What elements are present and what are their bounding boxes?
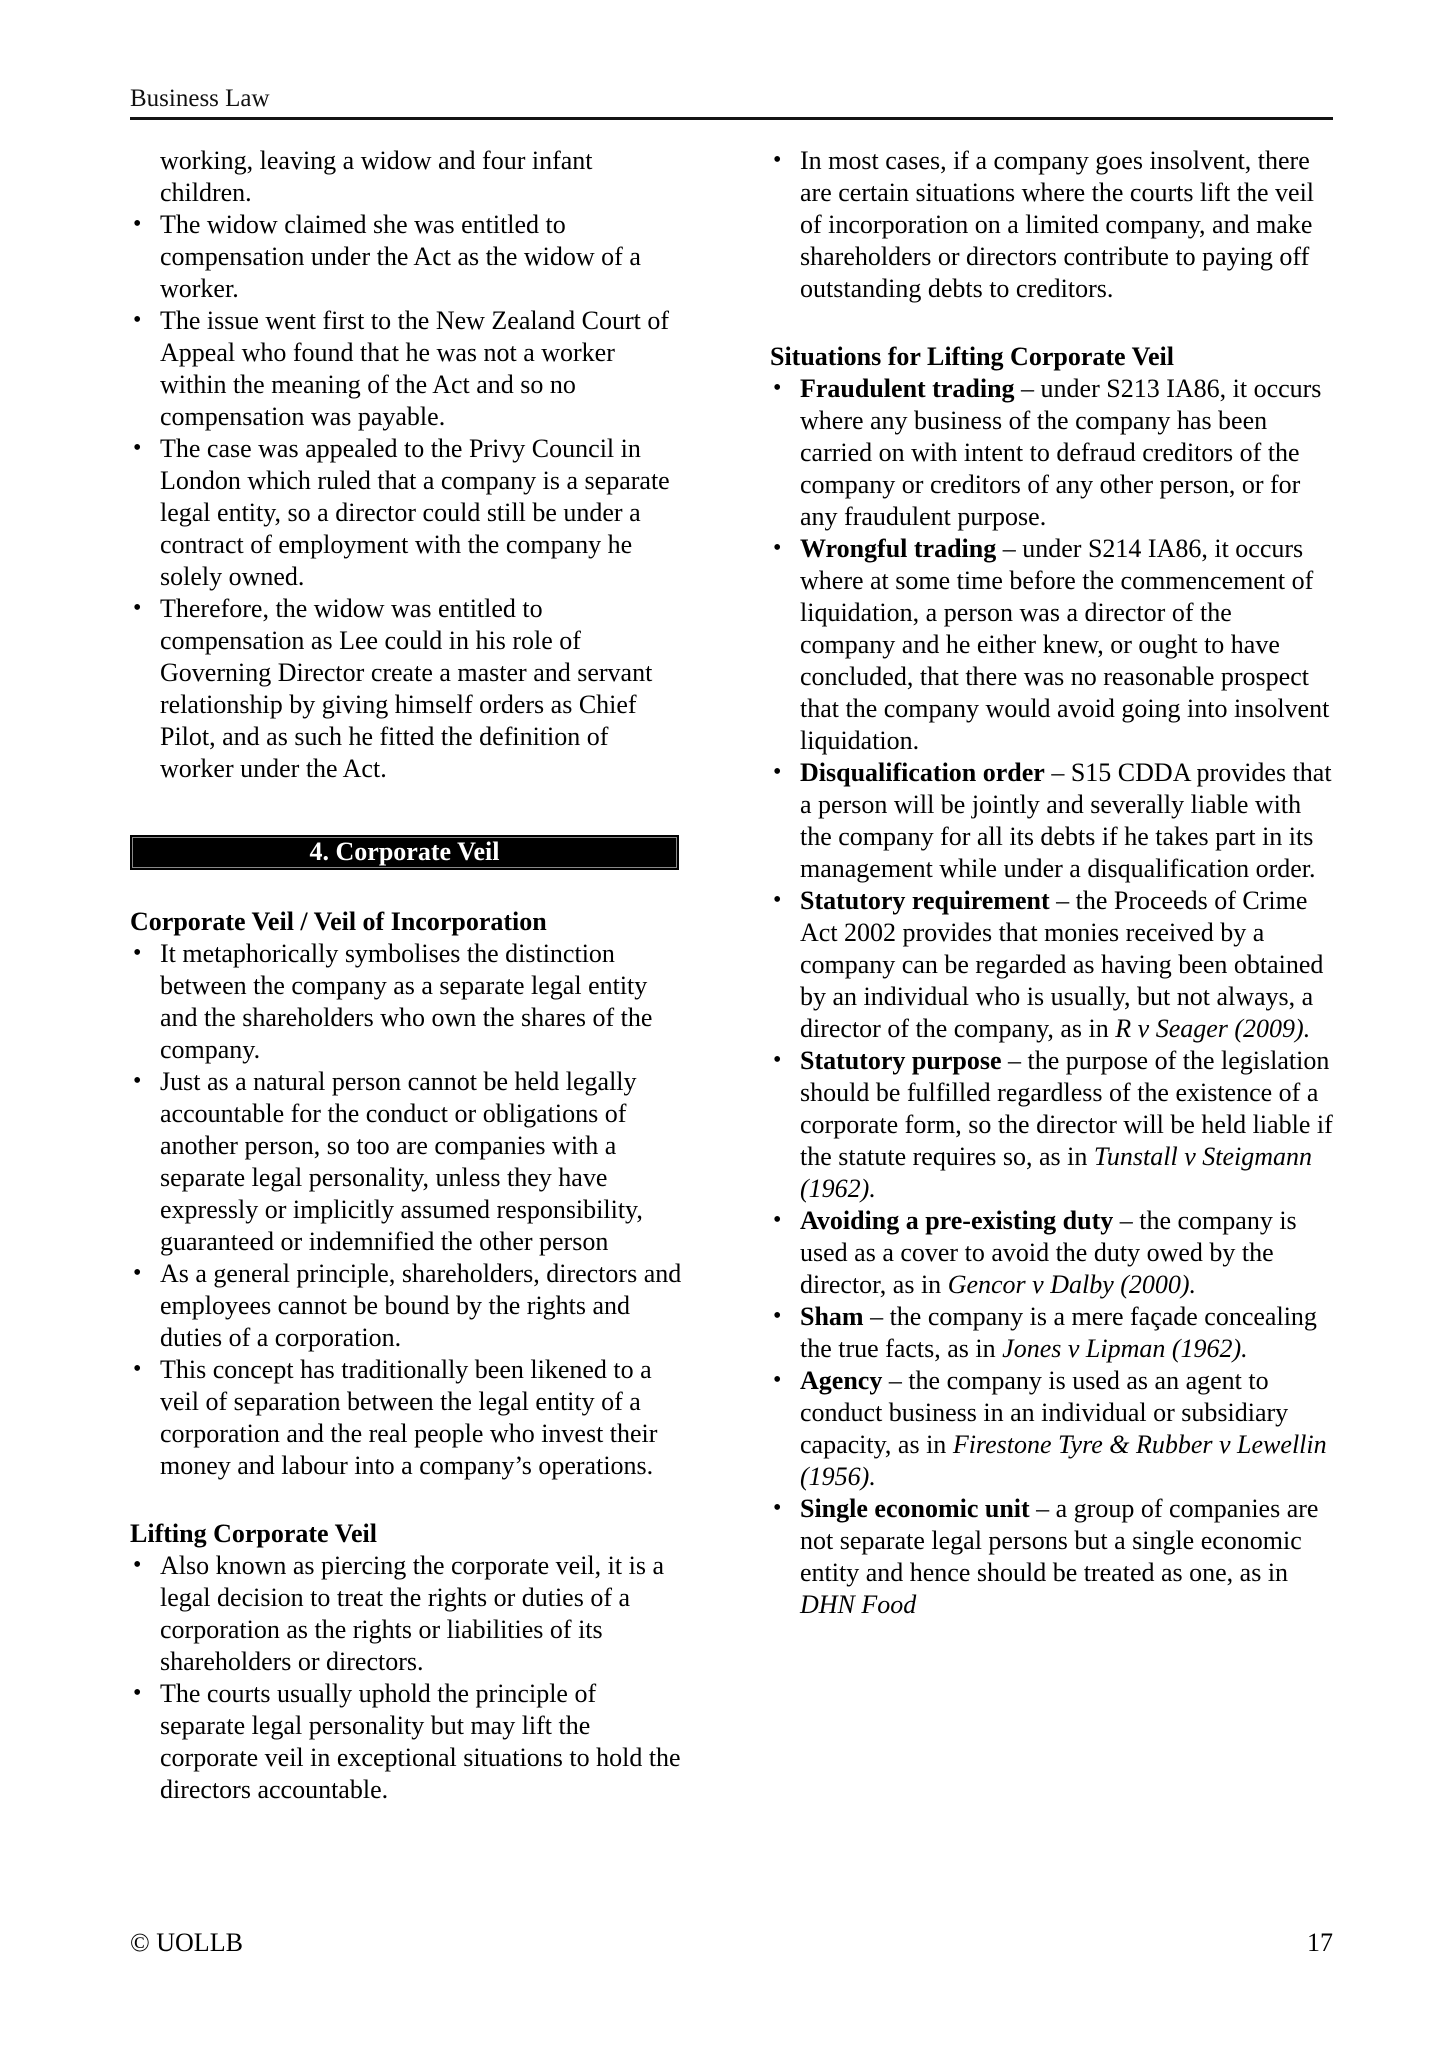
bullet-item [770,373,1333,533]
section-heading: Corporate Veil / Veil of Incorporation [130,907,547,936]
bullet-text [160,1679,681,1804]
bullet-item [770,1205,1333,1301]
bullet-marker: • [773,375,782,401]
text-run: Disqualification order [800,758,1045,787]
bullet-marker: • [133,435,142,461]
bullet-text [800,146,1314,303]
text-run: Also known as piercing the corporate veil, it is a legal decision to treat the rights or duties of a corporation as the rights or liabilities of its shareholders or directors. [160,1551,664,1676]
bullet-text [800,1046,1333,1203]
section-heading: Lifting Corporate Veil [130,1519,377,1548]
bullet-item [130,1066,682,1258]
copyright-text: © UOLLB [130,1928,243,1957]
bullet-text [160,1355,657,1480]
text-run: working, leaving a widow and four infant children. [160,146,593,207]
text-run: Jones v Lipman (1962). [1002,1334,1248,1363]
bullet-marker: • [773,1495,782,1521]
paragraph-continuation [130,145,682,209]
bullet-text [800,374,1321,531]
text-run: DHN Food [800,1590,917,1619]
bullet-marker: • [133,940,142,966]
text-run: Therefore, the widow was entitled to compensation as Lee could in his role of Governing Director create a master and servant relationship by giving himself orders as Chief Pilot, and as such he fitted the definition of worker under the Act. [160,594,653,783]
bullet-item [130,593,682,785]
text-run: Tunstall v Steigmann (1962). [800,1142,1312,1203]
text-run: Wrongful trading [800,534,997,563]
bullet-marker: • [773,887,782,913]
bullet-marker: • [133,1068,142,1094]
bullet-text [800,758,1332,883]
bullet-marker: • [773,535,782,561]
text-run: – the company is used as an agent to conduct business in an individual or subsidiary capacity, as in [800,1366,1289,1459]
bullet-text [160,306,669,431]
text-run: The issue went first to the New Zealand Court of Appeal who found that he was not a worker within the meaning of the Act and so no compensation was payable. [160,306,670,431]
bullet-text [160,210,641,303]
text-run: In most cases, if a company goes insolvent, there are certain situations where the courts lift the veil of incorporation on a limited company, and make shareholders or directors contribute to paying off outstanding debts to creditors. [800,146,1315,303]
text-run: The case was appealed to the Privy Council in London which ruled that a company is a separate legal entity, so a director could still be under a contract of employment with the company he solely owned. [160,434,670,591]
bullet-marker: • [133,211,142,237]
bullet-text [800,534,1329,755]
bullet-text [160,939,652,1064]
bullet-text [160,146,593,207]
text-run: – a group of companies are not separate legal persons but a single economic entity and hence should be treated as one, as in [800,1494,1319,1587]
text-run: Sham [800,1302,864,1331]
bullet-item [770,1301,1333,1365]
bullet-item [130,1678,682,1806]
text-run: Agency [800,1366,883,1395]
bullet-text [800,886,1323,1043]
section-heading: Situations for Lifting Corporate Veil [770,342,1174,371]
bullet-text [160,1067,643,1256]
bullet-text [800,1206,1297,1299]
text-run: Firestone Tyre & Rubber v Lewellin (1956). [800,1430,1327,1491]
bullet-item [130,209,682,305]
bullet-item [770,145,1333,305]
right-column [770,145,1333,1621]
text-run: Avoiding a pre-existing duty [800,1206,1114,1235]
bullet-text [800,1302,1317,1363]
text-run: Gencor v Dalby (2000). [947,1270,1197,1299]
text-run: The courts usually uphold the principle of separate legal personality but may lift the corporate veil in exceptional situations to hold the directors accountable. [160,1679,681,1804]
bullet-marker: • [133,307,142,333]
text-run: – the purpose of the legislation should be fulfilled regardless of the existence of a corporate form, so the director will be held liable if the statute requires so, as in [800,1046,1333,1171]
bullet-item [130,1354,682,1482]
bullet-marker: • [773,1303,782,1329]
bullet-marker: • [773,1207,782,1233]
text-run: This concept has traditionally been likened to a veil of separation between the legal entity of a corporation and the real people who invest their money and labour into a company’s operations. [160,1355,658,1480]
text-run: – the company is a mere façade concealing the true facts, as in [800,1302,1317,1363]
bullet-text [800,1494,1318,1619]
section-banner-title: 4. Corporate Veil [309,837,500,866]
bullet-marker: • [133,1260,142,1286]
bullet-item [770,885,1333,1045]
text-run: Statutory requirement [800,886,1050,915]
text-run: Just as a natural person cannot be held legally accountable for the conduct or obligations of another person, so too are companies with a separate legal personality, unless they have expressly or implicitly assumed responsibility, guaranteed or indemnified the other person [160,1067,643,1256]
page-number: 17 [1307,1928,1333,1957]
bullet-text [160,1551,664,1676]
page-header [130,86,1333,120]
bullet-text [160,594,652,783]
section-banner [130,835,679,870]
bullet-marker: • [773,147,782,173]
bullet-text [800,1366,1327,1491]
bullet-item [130,433,682,593]
bullet-item [770,1365,1333,1493]
bullet-marker: • [133,1552,142,1578]
text-run: – the company is used as a cover to avoid the duty owed by the director, as in [800,1206,1297,1299]
bullet-item [130,1258,682,1354]
text-run: – the Proceeds of Crime Act 2002 provides that monies received by a company can be regarded as having been obtained by an individual who is usually, but not always, a director of the company, as in [800,886,1324,1043]
bullet-item [770,1493,1333,1621]
bullet-marker: • [773,1047,782,1073]
bullet-marker: • [773,759,782,785]
bullet-item [770,1045,1333,1205]
text-run: The widow claimed she was entitled to compensation under the Act as the widow of a worker. [160,210,641,303]
text-run: It metaphorically symbolises the distinction between the company as a separate legal entity and the shareholders who own the shares of the company. [160,939,653,1064]
text-run: Single economic unit [800,1494,1030,1523]
bullet-marker: • [133,595,142,621]
page-footer [130,1928,1333,1958]
text-run: – S15 CDDA provides that a person will be jointly and severally liable with the company for all its debts if he takes part in its management while under a disqualification order. [800,758,1332,883]
bullet-marker: • [133,1680,142,1706]
bullet-text [160,434,670,591]
running-header-title: Business Law [130,85,270,112]
text-run: – under S213 IA86, it occurs where any business of the company has been carried on with intent to defraud creditors of the company or creditors of any other person, or for any fraudulent purpose. [800,374,1322,531]
bullet-item [770,533,1333,757]
bullet-item [130,305,682,433]
bullet-item [770,757,1333,885]
text-run: Statutory purpose [800,1046,1002,1075]
text-run: As a general principle, shareholders, directors and employees cannot be bound by the rights and duties of a corporation. [160,1259,682,1352]
bullet-text [160,1259,681,1352]
bullet-marker: • [773,1367,782,1393]
bullet-item [130,1550,682,1678]
bullet-item [130,938,682,1066]
text-run: R v Seager (2009). [1115,1014,1311,1043]
left-column [130,145,682,1806]
bullet-marker: • [133,1356,142,1382]
text-run: – under S214 IA86, it occurs where at some time before the commencement of liquidation, a person was a director of the company and he either knew, or ought to have concluded, that there was no reasonable prospect that the company would avoid going into insolvent liquidation. [800,534,1330,755]
text-run: Fraudulent trading [800,374,1015,403]
